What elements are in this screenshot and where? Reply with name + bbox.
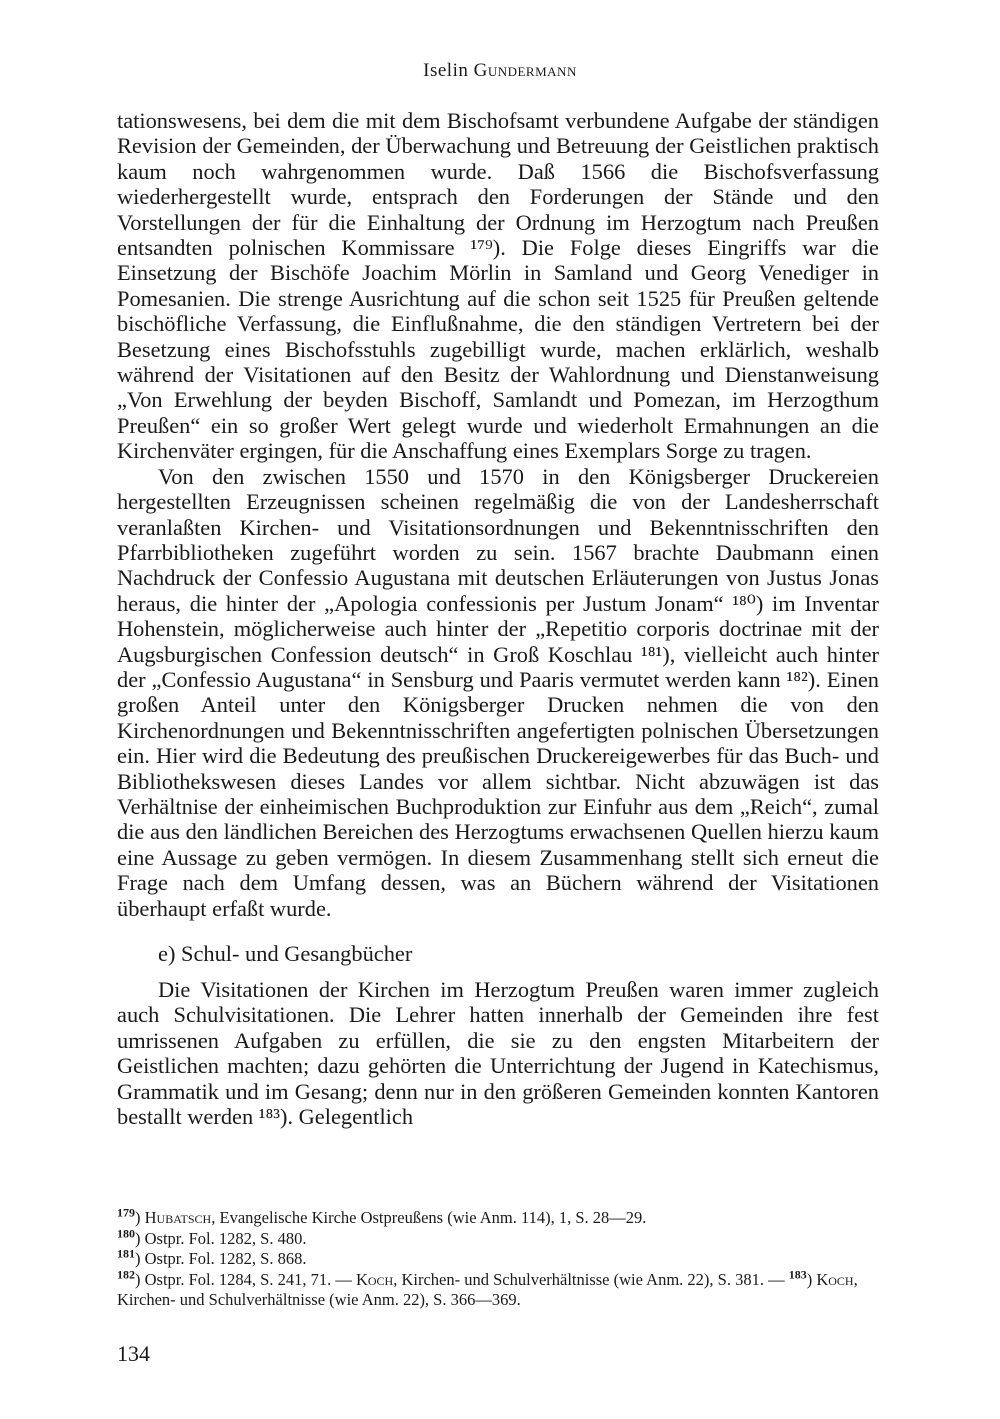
footnote-text: , Kirchen- und Schulverhältnisse (wie Anm. 22), S. 381. — xyxy=(393,1269,789,1289)
main-text xyxy=(117,108,879,1129)
footnote-number: 182 xyxy=(117,1267,135,1281)
paragraph: Von den zwischen 1550 und 1570 in den Königsberger Druckereien hergestellten Erzeugnissen scheinen regelmäßig die von der Landesherrschaft veranlaßten Kirchen- und Visitationsordnungen und Bekenntnisschriften den Pfarrbibliotheken zugeführt worden zu sein. 1567 brachte Daubmann einen Nachdruck der Confessio Augustana mit deutschen Erläuterungen von Justus Jonas heraus, die hinter der „Apologia confessionis per Justum Jonam“ ¹⁸⁰) im Inventar Hohenstein, möglicherweise auch hinter der „Repetitio corporis doctrinae mit der Augsburgischen Confession deutsch“ in Groß Koschlau ¹⁸¹), vielleicht auch hinter der „Confessio Augustana“ in Sensburg und Paaris vermutet werden kann ¹⁸²). Einen großen Anteil unter den Königsberger Drucken nehmen die von den Kirchenordnungen und Bekenntnisschriften angefertigten polnischen Übersetzungen ein. Hier wird die Bedeutung des preußischen Druckereigewerbes für das Buch- und Bibliothekswesen dieses Landes vor allem sichtbar. Nicht abzuwägen ist das Verhältnise der einheimischen Buchproduktion zur Einfuhr aus dem „Reich“, zumal die aus den ländlichen Bereichen des Herzogtums erwachsenen Quellen hierzu kaum eine Aussage zu geben vermögen. In diesem Zusammenhang stellt sich erneut die Frage nach dem Umfang dessen, was an Büchern während der Visitationen überhaupt erfaßt wurde. xyxy=(117,463,879,921)
footnote-text: , Evangelische Kirche Ostpreußens (wie Anm. 114), 1, S. 28—29. xyxy=(211,1208,647,1227)
footnote-number: 181 xyxy=(117,1246,135,1261)
footnote-text: Ostpr. Fol. 1284, S. 241, 71. — xyxy=(144,1269,356,1289)
footnote-number: 180 xyxy=(117,1226,135,1240)
footnote-text: , Kirchen- und Schulverhältnisse (wie Anm. 22), S. 366—369. xyxy=(117,1269,858,1309)
footnote-author: Koch xyxy=(355,1269,394,1289)
footnote-number: 183 xyxy=(788,1267,807,1281)
running-head xyxy=(0,60,1000,82)
footnote-182-183: $^{182}$) Ostpr. Fol. 1284, S. 241, 71. — Koch, Kirchen- und Schulverhältnisse (wie Anm. 22), S. 381. — $^{183}$) Koch, Kirchen- und Schulverhältnisse (wie Anm. 22), S. 366—369. xyxy=(117,1267,858,1309)
footnote-text: Ostpr. Fol. 1282, S. 868. xyxy=(144,1249,307,1268)
footnote-author: Koch xyxy=(816,1269,854,1289)
footnote-number: 179 xyxy=(117,1205,135,1220)
footnote-179: $^{179}$) Hubatsch, Evangelische Kirche Ostpreußens (wie Anm. 114), 1, S. 28—29. xyxy=(117,1205,647,1227)
footnotes xyxy=(117,1205,879,1311)
page-number: 134 xyxy=(117,1341,150,1366)
section-heading: e) Schul- und Gesangbücher xyxy=(158,941,413,966)
paragraph: Die Visitationen der Kirchen im Herzogtum Preußen waren immer zugleich auch Schulvisitationen. Die Lehrer hatten innerhalb der Gemeinden ihre fest umrissenen Aufgaben zu erfüllen, die sie zu den engsten Mitarbeitern der Geistlichen machten; dazu gehörten die Unterrichtung der Jugend in Katechismus, Grammatik und im Gesang; denn nur in den größeren Gemeinden konnten Kantoren bestallt werden ¹⁸³). Gelegentlich xyxy=(117,977,879,1130)
running-head-surname: Gundermann xyxy=(473,60,577,81)
paragraph: tationswesens, bei dem die mit dem Bischofsamt verbundene Aufgabe der ständigen Revision der Gemeinden, der Überwachung und Betreuung der Geistlichen praktisch kaum noch wahrgenommen wurde. Daß 1566 die Bischofsverfassung wiederhergestellt wurde, entsprach den Forderungen der Stände und den Vorstellungen der für die Einhaltung der Ordnung im Herzogtum nach Preußen entsandten polnischen Kommissare ¹⁷⁹). Die Folge dieses Eingriffs war die Einsetzung der Bischöfe Joachim Mörlin in Samland und Georg Venediger in Pomesanien. Die strenge Ausrichtung auf die schon seit 1525 für Preußen geltende bischöfliche Verfassung, die Einflußnahme, die den ständigen Vertretern bei der Besetzung eines Bischofsstuhls zugebilligt wurde, machen erklärlich, weshalb während der Visitationen auf den Besitz der Wahlordnung und Dienstanweisung „Von Erwehlung der beyden Bischoff, Samlandt und Pomezan, im Herzogthum Preußen“ ein so großer Wert gelegt wurde und wiederholt Ermahnungen an die Kirchenväter ergingen, für die Anschaffung eines Exemplars Sorge zu tragen. xyxy=(117,108,879,464)
footnote-text: Ostpr. Fol. 1282, S. 480. xyxy=(144,1228,307,1248)
footnote-180: $^{180}$) Ostpr. Fol. 1282, S. 480. xyxy=(117,1226,307,1248)
footnote-181: $^{181}$) Ostpr. Fol. 1282, S. 868. xyxy=(117,1246,307,1268)
running-head-first-name: Iselin xyxy=(423,60,469,81)
footnote-author: Hubatsch xyxy=(144,1208,212,1227)
